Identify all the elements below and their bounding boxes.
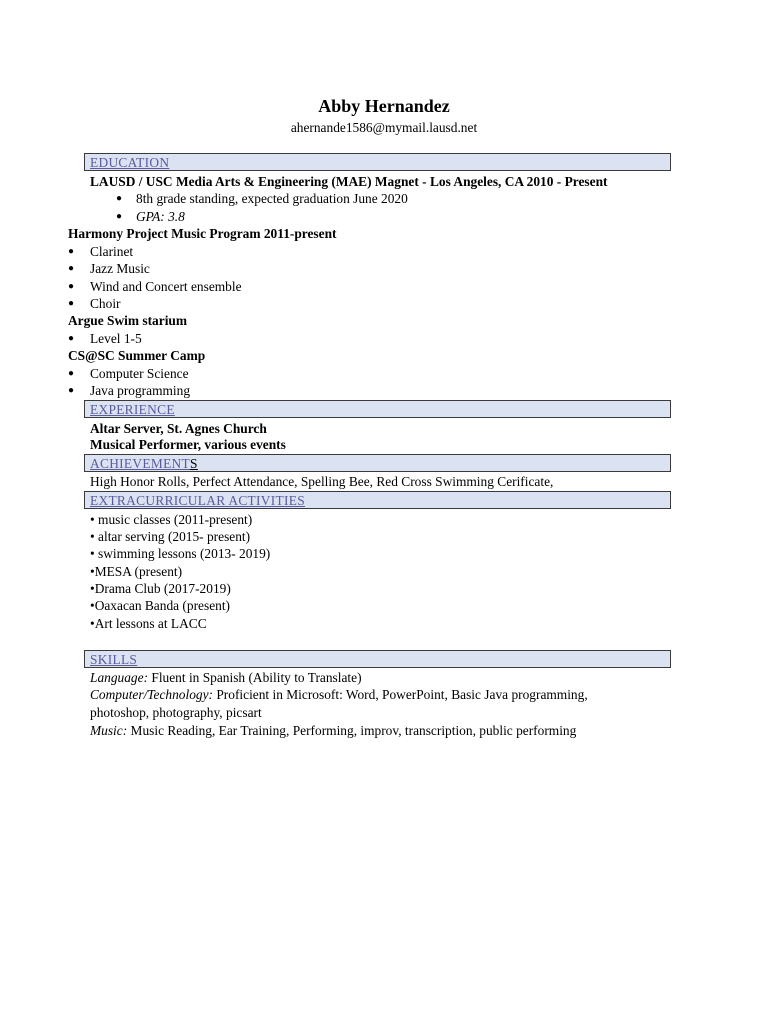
extracurricular-item: •Oaxacan Banda (present): [90, 598, 231, 613]
extracurricular-item: • music classes (2011-present): [90, 512, 253, 527]
skill-computer-cont: photoshop, photography, picsart: [90, 705, 262, 720]
skill-value: Proficient in Microsoft: Word, PowerPoint, Basic Java programming,: [213, 687, 588, 702]
education-school: LAUSD / USC Media Arts & Engineering (MAE) Magnet - Los Angeles, CA 2010 - Present: [90, 174, 608, 189]
extracurricular-section-header: [84, 491, 671, 509]
achievements-section-header: [84, 454, 671, 472]
experience-heading: EXPERIENCE: [90, 402, 175, 417]
program-item: Wind and Concert ensemble: [90, 279, 242, 294]
skill-label: Language:: [90, 670, 149, 685]
program-item: Clarinet: [90, 244, 134, 259]
bullet-icon: ●: [68, 246, 75, 257]
education-detail: 8th grade standing, expected graduation June 2020: [136, 191, 408, 206]
experience-section-header: [84, 400, 671, 418]
bullet-icon: ●: [68, 263, 75, 274]
achievements-text: High Honor Rolls, Perfect Attendance, Spelling Bee, Red Cross Swimming Cerificate,: [90, 474, 554, 489]
skill-value: Music Reading, Ear Training, Performing, improv, transcription, public performing: [127, 723, 577, 738]
bullet-icon: ●: [68, 368, 75, 379]
bullet-icon: ●: [68, 385, 75, 396]
program-item: Java programming: [90, 383, 191, 398]
program-title: CS@SC Summer Camp: [68, 348, 206, 363]
education-section-header: [84, 153, 671, 171]
bullet-icon: ●: [116, 193, 123, 204]
achievements-heading-tail: S: [190, 456, 198, 471]
skills-section-header: [84, 650, 671, 668]
extracurricular-item: • altar serving (2015- present): [90, 529, 251, 544]
skill-label: Music:: [90, 723, 128, 738]
skill-language: [90, 669, 362, 686]
extracurricular-item: •Art lessons at LACC: [90, 616, 207, 631]
bullet-icon: ●: [116, 211, 123, 222]
bullet-icon: ●: [68, 333, 75, 344]
experience-line: Altar Server, St. Agnes Church: [90, 421, 267, 436]
achievements-heading: ACHIEVEMENT: [90, 456, 190, 471]
experience-line: Musical Performer, various events: [90, 437, 286, 452]
bullet-icon: ●: [68, 281, 75, 292]
program-item: Jazz Music: [90, 261, 150, 276]
bullet-icon: ●: [68, 298, 75, 309]
extracurricular-item: •Drama Club (2017-2019): [90, 581, 231, 596]
skill-label: Computer/Technology:: [90, 687, 213, 702]
skill-value: Fluent in Spanish (Ability to Translate): [148, 670, 362, 685]
achievements-heading-wrap: [90, 455, 198, 472]
extracurricular-heading: EXTRACURRICULAR ACTIVITIES: [90, 493, 305, 508]
program-title: Harmony Project Music Program 2011-present: [68, 226, 337, 241]
skill-music: [90, 722, 576, 739]
resume-name: Abby Hernandez: [318, 96, 450, 116]
program-item: Level 1-5: [90, 331, 142, 346]
program-item: Computer Science: [90, 366, 189, 381]
skills-heading: SKILLS: [90, 652, 138, 667]
education-gpa: GPA: 3.8: [136, 209, 185, 224]
skill-computer: [90, 686, 588, 703]
program-item: Choir: [90, 296, 121, 311]
program-title: Argue Swim starium: [68, 313, 188, 328]
extracurricular-item: •MESA (present): [90, 564, 183, 579]
resume-email[interactable]: ahernande1586@mymail.lausd.net: [290, 120, 478, 135]
education-heading: EDUCATION: [90, 155, 170, 170]
extracurricular-item: • swimming lessons (2013- 2019): [90, 546, 271, 561]
